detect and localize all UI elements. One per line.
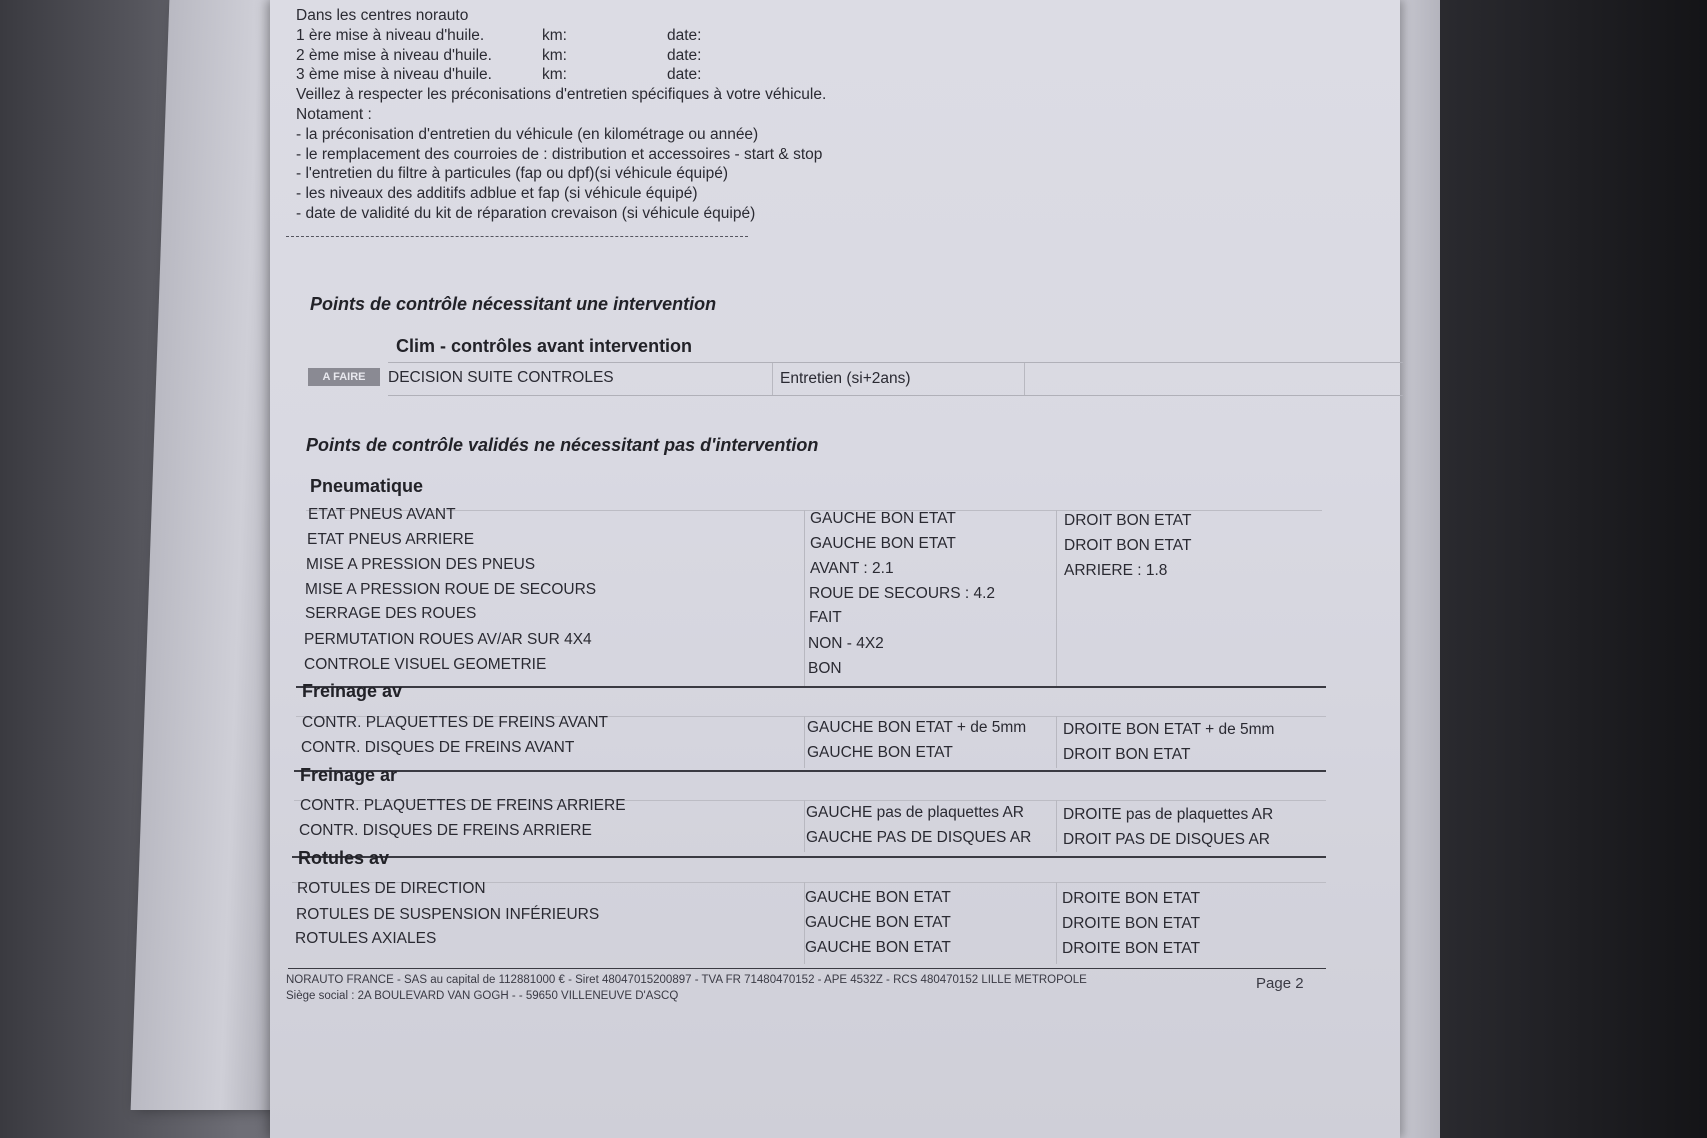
- footer-address: Siège social : 2A BOULEVARD VAN GOGH - - 59650 VILLENEUVE D'ASCQ: [286, 990, 679, 1002]
- check-left: BON: [808, 660, 842, 677]
- check-left: GAUCHE PAS DE DISQUES AR: [806, 829, 1032, 846]
- oil-km: km:: [542, 66, 567, 84]
- intro-bullet: - date de validité du kit de réparation crevaison (si véhicule équipé): [296, 204, 756, 222]
- intro-bullet: - le remplacement des courroies de : distribution et accessoires - start & stop: [296, 145, 823, 163]
- oil-row: [296, 46, 826, 66]
- check-item: ROTULES AXIALES: [295, 930, 437, 947]
- intro-bullet: - l'entretien du filtre à particules (fap ou dpf)(si véhicule équipé): [296, 165, 729, 183]
- column-divider: [804, 716, 805, 768]
- column-divider: [804, 800, 805, 852]
- check-left: AVANT : 2.1: [810, 560, 894, 577]
- oil-km: km:: [542, 26, 567, 44]
- check-right: ARRIERE : 1.8: [1064, 562, 1168, 579]
- clim-group-title: Clim - contrôles avant intervention: [396, 336, 693, 356]
- check-left: FAIT: [809, 609, 842, 626]
- check-item: ROTULES DE SUSPENSION INFÉRIEURS: [296, 906, 600, 923]
- validated-title: Points de contrôle validés ne nécessitant pas d'intervention: [306, 435, 819, 455]
- check-right: DROITE BON ETAT: [1062, 940, 1201, 957]
- a-faire-badge: A FAIRE: [308, 368, 380, 386]
- group-separator: [296, 686, 1326, 688]
- oil-row: [296, 65, 826, 85]
- check-right: DROITE pas de plaquettes AR: [1063, 806, 1274, 823]
- intro-bullet: - la préconisation d'entretien du véhicule (en kilométrage ou année): [296, 125, 759, 143]
- group-title-pneumatique: Pneumatique: [310, 476, 424, 496]
- check-left: GAUCHE BON ETAT: [805, 939, 951, 956]
- check-item: ETAT PNEUS ARRIERE: [307, 531, 475, 548]
- intro-notably: Notament :: [296, 105, 372, 123]
- check-item: CONTR. PLAQUETTES DE FREINS ARRIERE: [300, 797, 626, 814]
- check-item: PERMUTATION ROUES AV/AR SUR 4X4: [304, 631, 592, 648]
- group-title-freinage-av: Freinage av: [302, 681, 403, 701]
- document-page: [270, 0, 1400, 1138]
- check-item: ROTULES DE DIRECTION: [297, 880, 486, 897]
- check-left: NON - 4X2: [808, 635, 884, 652]
- column-divider: [1024, 363, 1025, 395]
- dashed-separator: [286, 236, 748, 237]
- check-left: ROUE DE SECOURS : 4.2: [809, 585, 996, 602]
- check-item: SERRAGE DES ROUES: [305, 605, 477, 622]
- group-separator: [294, 770, 1326, 772]
- background-dark-edge: [1440, 0, 1707, 1138]
- clim-table: [388, 362, 1403, 396]
- column-divider: [1056, 510, 1057, 686]
- oil-date: date:: [667, 66, 702, 84]
- check-right: DROITE BON ETAT: [1062, 915, 1201, 932]
- clim-item: DECISION SUITE CONTROLES: [388, 369, 614, 386]
- column-divider: [1056, 882, 1057, 964]
- check-right: DROIT PAS DE DISQUES AR: [1063, 831, 1271, 848]
- oil-row: [296, 26, 826, 46]
- check-right: DROIT BON ETAT: [1064, 512, 1192, 529]
- check-item: CONTR. DISQUES DE FREINS AVANT: [301, 739, 575, 756]
- column-divider: [804, 510, 805, 686]
- group-title-rotules-av: Rotules av: [298, 848, 390, 868]
- check-right: DROIT BON ETAT: [1063, 746, 1191, 763]
- check-left: GAUCHE BON ETAT: [810, 510, 956, 527]
- check-left: GAUCHE BON ETAT: [807, 744, 953, 761]
- group-title-freinage-ar: Freinage ar: [300, 765, 398, 785]
- oil-label: 3 ème mise à niveau d'huile.: [296, 66, 492, 84]
- check-item: ETAT PNEUS AVANT: [308, 506, 456, 523]
- check-left: GAUCHE pas de plaquettes AR: [806, 804, 1024, 821]
- check-item: MISE A PRESSION DES PNEUS: [306, 556, 536, 573]
- check-right: DROITE BON ETAT + de 5mm: [1063, 721, 1275, 738]
- check-item: CONTROLE VISUEL GEOMETRIE: [304, 656, 547, 673]
- intervention-title: Points de contrôle nécessitant une intervention: [310, 294, 717, 314]
- oil-label: 1 ère mise à niveau d'huile.: [296, 26, 485, 44]
- check-left: GAUCHE BON ETAT: [805, 889, 951, 906]
- oil-date: date:: [667, 46, 702, 64]
- check-right: DROIT BON ETAT: [1064, 537, 1192, 554]
- check-item: MISE A PRESSION ROUE DE SECOURS: [305, 581, 597, 598]
- check-right: DROITE BON ETAT: [1062, 890, 1201, 907]
- check-left: GAUCHE BON ETAT + de 5mm: [807, 719, 1027, 736]
- oil-label: 2 ème mise à niveau d'huile.: [296, 46, 492, 64]
- check-left: GAUCHE BON ETAT: [810, 535, 956, 552]
- oil-date: date:: [667, 26, 702, 44]
- group-separator: [292, 856, 1326, 858]
- check-item: CONTR. DISQUES DE FREINS ARRIERE: [299, 822, 592, 839]
- intro-centers: Dans les centres norauto: [296, 7, 469, 24]
- oil-km: km:: [542, 46, 567, 64]
- page-number: Page 2: [1256, 975, 1304, 992]
- intro-advice: Veillez à respecter les préconisations d'entretien spécifiques à votre véhicule.: [296, 86, 827, 104]
- intro-section: [296, 6, 826, 224]
- column-divider: [772, 363, 773, 395]
- intro-bullet: - les niveaux des additifs adblue et fap (si véhicule équipé): [296, 185, 698, 203]
- check-item: CONTR. PLAQUETTES DE FREINS AVANT: [302, 714, 609, 731]
- check-left: GAUCHE BON ETAT: [805, 914, 951, 931]
- column-divider: [1056, 716, 1057, 768]
- column-divider: [1056, 800, 1057, 852]
- footer-company: NORAUTO FRANCE - SAS au capital de 112881000 € - Siret 48047015200897 - TVA FR 71480470152 - APE 4532Z - RCS 480470152 LILLE METROPOLE: [286, 974, 1087, 986]
- footer-separator: [288, 968, 1326, 969]
- clim-value: Entretien (si+2ans): [780, 370, 911, 387]
